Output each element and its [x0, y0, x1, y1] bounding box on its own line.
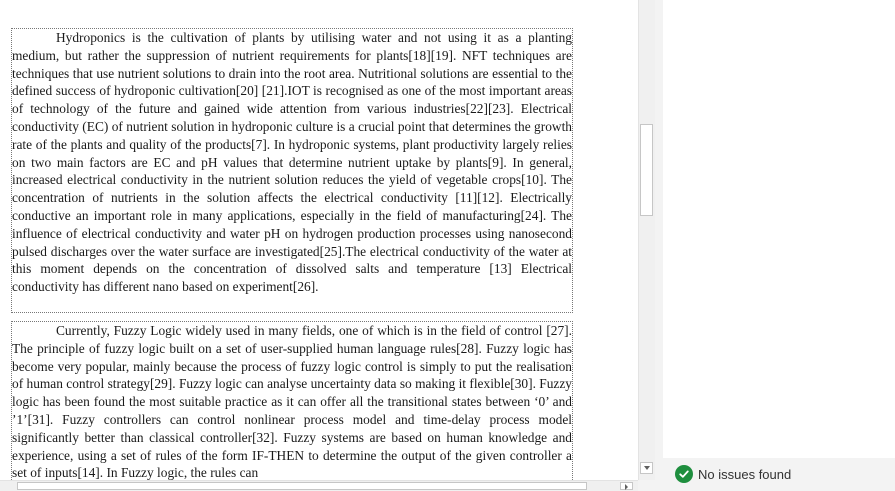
accessibility-status[interactable]: [675, 464, 791, 484]
scroll-right-arrow-icon[interactable]: [620, 482, 633, 490]
horizontal-scrollbar[interactable]: [0, 480, 638, 491]
side-pane: [655, 0, 895, 490]
checkmark-circle-icon: [675, 465, 693, 483]
scroll-down-arrow-icon[interactable]: [640, 462, 653, 474]
vertical-scroll-thumb[interactable]: [640, 124, 653, 216]
side-pane-content: [663, 0, 895, 458]
horizontal-scroll-thumb[interactable]: [17, 482, 587, 490]
paragraph-fuzzy-logic[interactable]: Currently, Fuzzy Logic widely used in many fields, one of which is in the field of control [27]. The principle of fuzzy logic built on a set of user-supplied human language rules[28]. Fuzzy logic has become very popular, mainly because the process of fuzzy logic control is simply to put the realisation of human control strategy[29]. Fuzzy logic can analyse uncertainty data so making it flexible[30]. Fuzzy logic has been found the most suitable practice as it can offer all the transitional states between ‘0’ and ’1’[31]. Fuzzy controllers can control nonlinear process model and time-delay process model significantly better than classical controller[32]. Fuzzy systems are based on human knowledge and experience, using a set of rules of the form IF-THEN to determine the output of the given controller a set of inputs[14]. In Fuzzy logic, the rules can: [11, 321, 573, 490]
status-text: No issues found: [698, 466, 792, 482]
paragraph-hydroponics[interactable]: Hydroponics is the cultivation of plants by utilising water and not using it as a planting medium, but rather the suppression of nutrient requirements for plants[18][19]. NFT techniques are techniques that use nutrient solutions to drain into the root area. Nutritional solutions are essential to the defined success of hydroponic cultivation[20] [21].IOT is recognised as one of the most important areas of technology of the future and gained wide attention from various industries[22][23]. Electrical conductivity (EC) of nutrient solution in hydroponic culture is a crucial point that determines the growth rate of the plants and quality of the products[7]. In hydroponic systems, plant productivity largely relies on two main factors are EC and pH values that determine nutrient uptake by plants[9]. In general, increased electrical conductivity in the nutrient solution reduces the yield of vegetable crops[10]. The concentration of nutrients in the solution affects the electrical conductivity [11][12]. Electrically conductive an important role in many applications, especially in the field of manufacturing[24]. The influence of electrical conductivity and water pH on hydrogen production processes using nanosecond pulsed discharges over the water surface are investigated[25].The electrical conductivity of the water at this moment depends on the concentration of dissolved salts and temperature [13] Electrical conductivity has different nano based on experiment[26].: [11, 28, 573, 313]
vertical-scrollbar[interactable]: [638, 0, 655, 480]
